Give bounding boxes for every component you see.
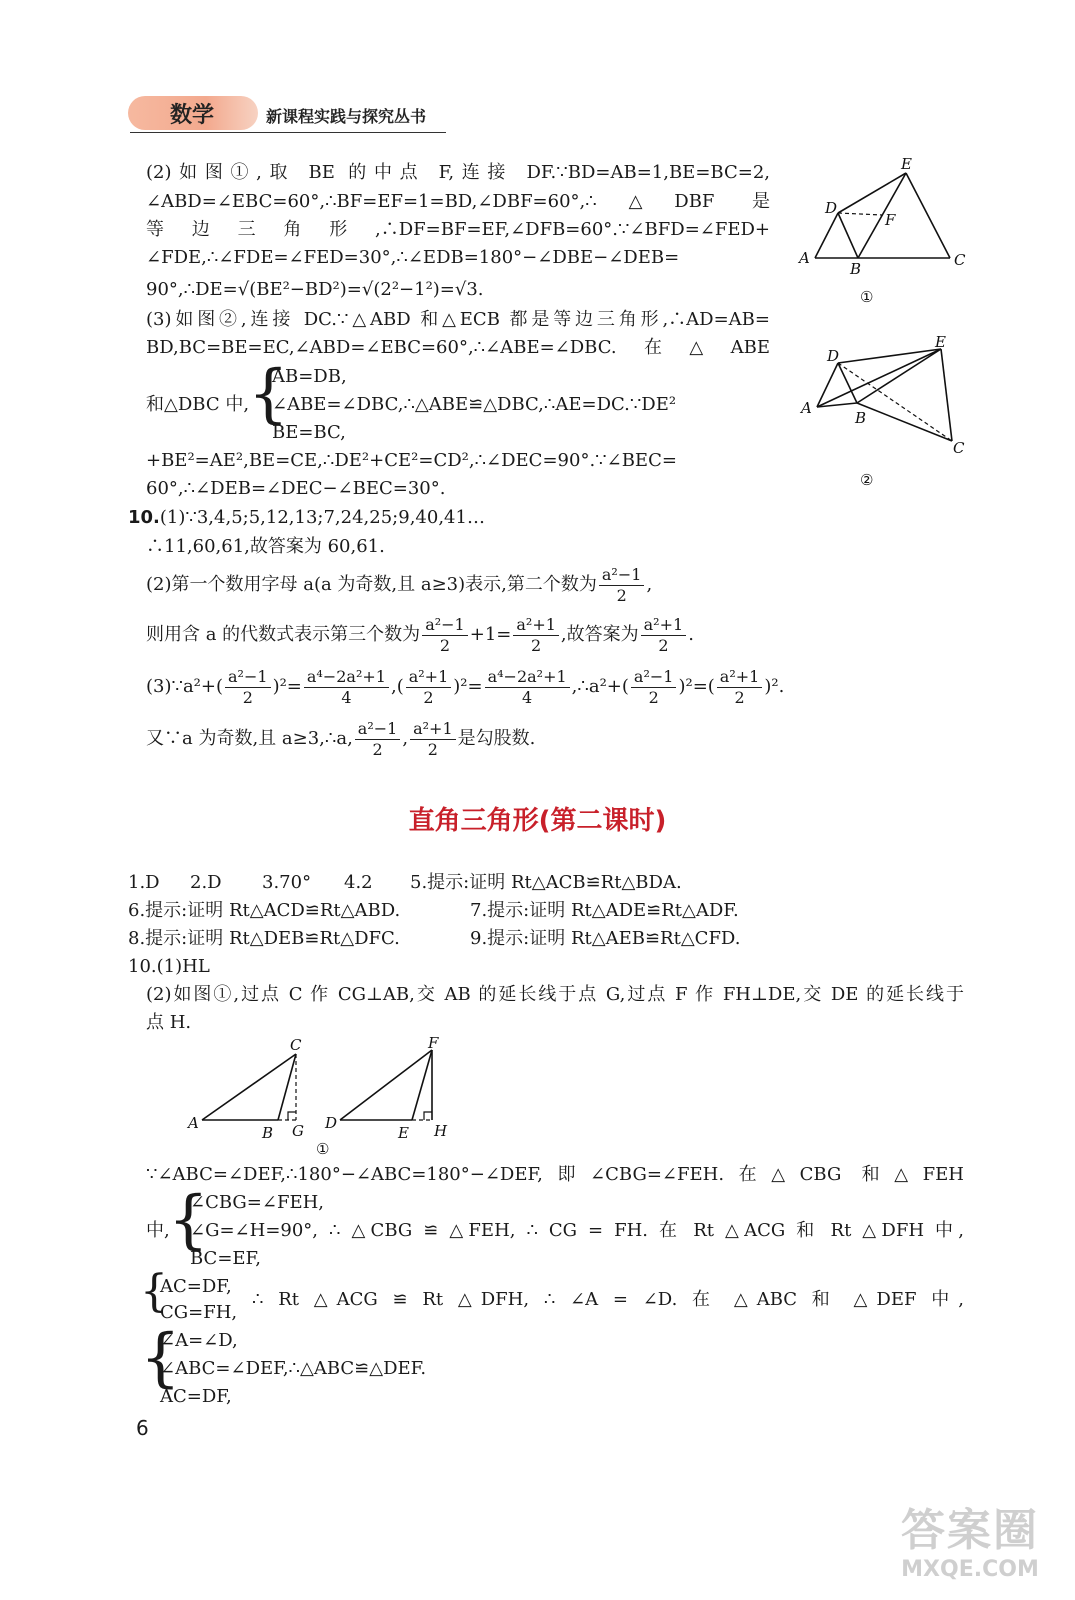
fig3-label: F [428, 1034, 439, 1052]
text-line: ∠ABD=∠EBC=60°,∴BF=EF=1=BD,∠DBF=60°,∴△DBF 是 [146, 191, 770, 212]
answer: 8.提示:证明 Rt△DEB≌Rt△DFC. [128, 928, 400, 949]
fig1-label: C [954, 251, 966, 269]
answer: 3.70° [262, 872, 312, 893]
fig2-label: A [801, 399, 812, 417]
answer: 10.(1)HL [128, 956, 210, 977]
answer: 9.提示:证明 Rt△AEB≌Rt△CFD. [470, 928, 741, 949]
brace: { [168, 1183, 209, 1257]
fraction: $\frac{\text{a²−1}}{2}$ [355, 719, 401, 760]
system-row: BC=EF, [190, 1248, 261, 1269]
fraction: $\frac{\text{a²−1}}{2}$ [225, 667, 271, 708]
q10-line2: ∴11,60,61,故答案为 60,61. [146, 536, 385, 557]
fig3-label: H [434, 1122, 448, 1140]
system-row: ∠ABE=∠DBC,∴△ABE≌△DBC,∴AE=DC.∵DE² [272, 394, 677, 415]
header-series: 新课程实践与探究丛书 [266, 107, 427, 126]
text-line: ∠FDE,∴∠FDE=∠FED=30°,∴∠EDB=180°−∠DBE−∠DEB= [146, 247, 680, 268]
system-row: ∠G=∠H=90°, ∴ △CBG ≌ △FEH, ∴ CG = FH. 在 Rt △ACG 和 Rt △DFH 中, [190, 1220, 964, 1241]
answer: 7.提示:证明 Rt△ADE≌Rt△ADF. [470, 900, 739, 921]
fig3-label: A [188, 1114, 199, 1132]
text-line: 点 H. [146, 1012, 192, 1033]
fig1-label: D [825, 199, 838, 217]
header-subject: 数学 [170, 103, 215, 128]
text-line: ∵∠ABC=∠DEF,∴180°−∠ABC=180°−∠DEF,即∠CBG=∠FEH.在△CBG 和△FEH [146, 1164, 964, 1185]
q10-line3: (2)第一个数用字母 a(a 为奇数,且 a≥3)表示,第二个数为 $\frac{\text{a²−1}}{2}$ , [146, 564, 653, 605]
fig3-label: E [398, 1124, 409, 1142]
text-line: 60°,∴∠DEB=∠DEC−∠BEC=30°. [146, 478, 446, 499]
fig1-label: B [850, 260, 862, 278]
fraction: $\frac{\text{a⁴−2a²+1}}{4}$ [485, 667, 570, 708]
fig1-label: A [799, 249, 810, 267]
q10-line4-text: 则用含 a 的代数式表示第三个数为 [146, 624, 421, 645]
text-line: ∴ Rt △ACG ≌ Rt △DFH, ∴ ∠A = ∠D. 在 △ABC 和 △DEF 中, [252, 1289, 964, 1310]
system-prefix: 和△DBC 中, [146, 394, 250, 415]
text-line: 90°,∴DE=√(BE²−BD²)=√(2²−1²)=√3. [146, 279, 484, 300]
fig3-label: G [292, 1122, 304, 1140]
fraction: $\frac{\text{a²−1}}{2}$ [422, 615, 468, 656]
fraction: $\frac{\text{a²−1}}{2}$ [599, 565, 645, 606]
answer: 2.D [190, 872, 222, 893]
fig2-label: D [827, 347, 840, 365]
answer: 1.D [128, 872, 160, 893]
text-line: (3)如图②,连接 DC.∵△ABD 和△ECB 都是等边三角形,∴AD=AB= [146, 309, 770, 330]
brace: { [248, 357, 289, 431]
fraction: $\frac{\text{a²+1}}{2}$ [406, 667, 452, 708]
fig3-caption: ① [316, 1140, 330, 1158]
fig1-label: F [885, 211, 896, 229]
q10-line1: (1)∵3,4,5;5,12,13;7,24,25;9,40,41… [159, 507, 485, 528]
text-line: BD,BC=BE=EC,∠ABD=∠EBC=60°,∴∠ABE=∠DBC.在△ABE [146, 337, 770, 358]
watermark-text: 答案圈 [901, 1505, 1039, 1556]
fig3-label: D [325, 1114, 338, 1132]
question-10 [128, 507, 485, 529]
text-line: (2)如图①,过点 C 作 CG⊥AB,交 AB 的延长线于点 G,过点 F 作 FH⊥DE,交 DE 的延长线于 [146, 984, 964, 1005]
watermark-url: MXQE.COM [901, 1557, 1039, 1582]
fig1-caption: ① [860, 288, 874, 305]
brace: { [140, 1266, 168, 1317]
fraction: $\frac{\text{a²+1}}{2}$ [641, 615, 687, 656]
text-line: 等边三角形,∴DF=BF=EF,∠DFB=60°.∵∠BFD=∠FED+ [146, 219, 770, 240]
system-row: BE=BC, [272, 422, 346, 443]
fig2-label: B [855, 409, 867, 427]
system-prefix: 中, [146, 1220, 170, 1241]
brace: { [140, 1321, 181, 1395]
fraction: $\frac{\text{a²+1}}{2}$ [410, 719, 456, 760]
section-title: 直角三角形(第二课时) [408, 806, 667, 836]
answer: 6.提示:证明 Rt△ACD≌Rt△ABD. [128, 900, 401, 921]
answer: 4.2 [344, 872, 373, 893]
watermark-logo [880, 1505, 1060, 1595]
system-row: ∠A=∠D, [160, 1330, 238, 1351]
header-rule [130, 132, 446, 133]
system-row: AB=DB, [272, 366, 347, 387]
figure-2 [795, 335, 975, 490]
fig2-label: E [935, 335, 946, 351]
system-row: CG=FH, [160, 1302, 238, 1323]
text-line: +BE²=AE²,BE=CE,∴DE²+CE²=CD²,∴∠DEC=90°.∵∠BEC= [146, 450, 677, 471]
system-row: AC=DF, [160, 1386, 232, 1407]
fig2-caption: ② [860, 471, 874, 489]
answer: 5.提示:证明 Rt△ACB≌Rt△BDA. [410, 872, 682, 893]
fig2-label: C [953, 439, 965, 457]
fraction: $\frac{\text{a²+1}}{2}$ [513, 615, 559, 656]
q10-line5: (3)∵a²+( $\frac{\text{a²−1}}{2}$ )²= $\frac{\text{a⁴−2a²+1}}{4}$ ,( $\frac{\text{a²+1}}{2}$ )²= $\frac{\text{a⁴−2a²+1}}{4}$ ,∴a²+( $\frac{\text{a²−1}}{2}$ )²=( $\frac{\text{a²+1}}{2}$ )². [146, 666, 785, 707]
system-row: ∠CBG=∠FEH, [190, 1192, 325, 1213]
q10-line3-text: (2)第一个数用字母 a(a 为奇数,且 a≥3)表示,第二个数为 [146, 574, 597, 595]
q10-line6: 又∵a 为奇数,且 a≥3,∴a, $\frac{\text{a²−1}}{2}$ , $\frac{\text{a²+1}}{2}$ 是勾股数. [146, 718, 536, 759]
fig1-label: E [901, 155, 912, 173]
system-row: ∠ABC=∠DEF,∴△ABC≌△DEF. [160, 1358, 427, 1379]
figure-1 [795, 155, 975, 305]
system-row: AC=DF, [160, 1276, 232, 1297]
fraction: $\frac{\text{a²+1}}{2}$ [717, 667, 763, 708]
q10-line4: 则用含 a 的代数式表示第三个数为 $\frac{\text{a²−1}}{2}$ +1= $\frac{\text{a²+1}}{2}$ ,故答案为 $\frac{\text{a²+1}}{2}$ . [146, 614, 694, 655]
text-line: (2)如图①,取 BE 的中点 F,连接 DF.∵BD=AB=1,BE=BC=2, [146, 162, 770, 183]
figure-3 [180, 1032, 470, 1162]
fraction: $\frac{\text{a²−1}}{2}$ [631, 667, 677, 708]
fraction: $\frac{\text{a⁴−2a²+1}}{4}$ [304, 667, 389, 708]
question-number: 10. [128, 507, 160, 528]
fig3-label: C [290, 1036, 302, 1054]
fig3-label: B [262, 1124, 274, 1142]
page-number: 6 [136, 1416, 149, 1440]
